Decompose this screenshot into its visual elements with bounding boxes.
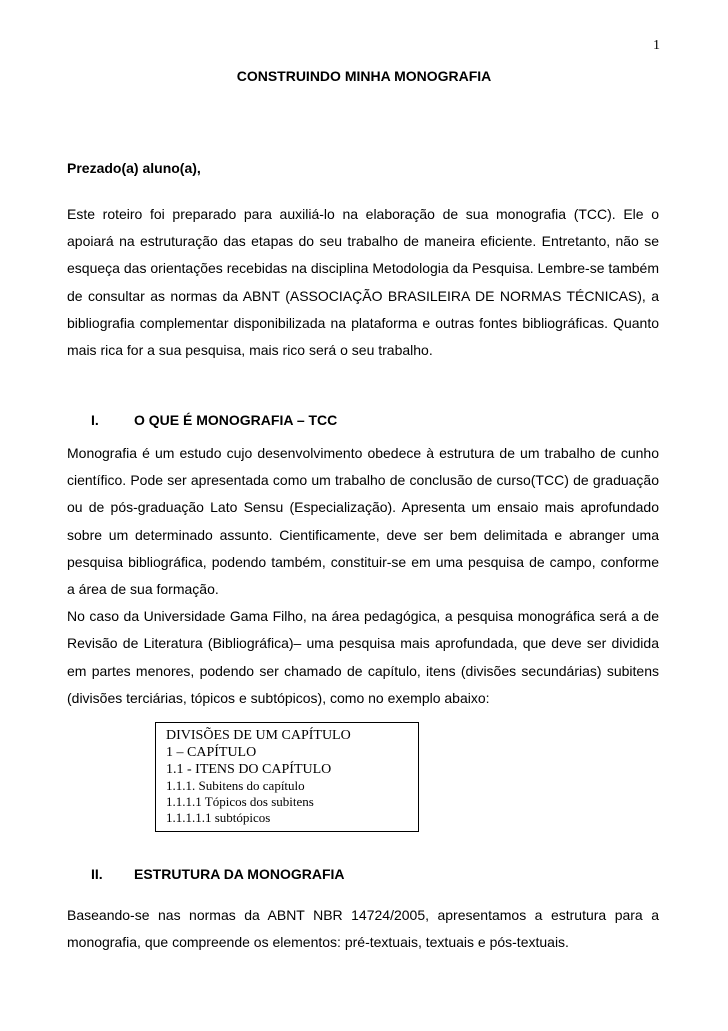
example-line-6: 1.1.1.1.1 subtópicos: [166, 810, 271, 825]
document-title: CONSTRUINDO MINHA MONOGRAFIA: [236, 68, 492, 84]
section-2-paragraph-1: Baseando-se nas normas da ABNT NBR 14724/2005, apresentamos a estrutura para a monografia, que compreende os elementos: pré-textuais, textuais e pós-textuais.: [67, 907, 659, 951]
section-1-paragraph-2: No caso da Universidade Gama Filho, na área pedagógica, a pesquisa monográfica será a de Revisão de Literatura (Bibliográfica)– uma pesquisa mais aprofundada, que deve ser dividida em partes menores, podendo ser chamado de capítulo, itens (divisões secundárias) subitens (divisões terciárias, tópicos e subtópicos), como no exemplo abaixo:: [67, 608, 659, 706]
intro-paragraph-text: Este roteiro foi preparado para auxiliá-lo na elaboração de sua monografia (TCC). Ele o apoiará na estruturação das etapas do seu trabalho de maneira eficiente. Entretanto, não se esqueça das orientações recebidas na disciplina Metodologia da Pesquisa. Lembre-se também de consultar as normas da ABNT (ASSOCIAÇÃO BRASILEIRA DE NORMAS TÉCNICAS), a bibliografia complementar disponibilizada na plataforma e outras fontes bibliográficas. Quanto mais rica for a sua pesquisa, mais rico será o seu trabalho.: [67, 206, 659, 359]
example-line-3: 1.1 - ITENS DO CAPÍTULO: [166, 762, 332, 777]
example-line-5: 1.1.1.1 Tópicos dos subitens: [166, 794, 314, 809]
page-number: 1: [653, 38, 660, 53]
section-2-body: [67, 902, 659, 956]
section-1-paragraph-1: Monografia é um estudo cujo desenvolvimento obedece à estrutura de um trabalho de cunho científico. Pode ser apresentada como um trabalho de conclusão de curso(TCC) de graduação ou de pós-graduação Lato Sensu (Especialização). Apresenta um ensaio mais aprofundado sobre um determinado assunto. Cientificamente, deve ser bem delimitada e abranger uma pesquisa bibliográfica, podendo também, constituir-se em uma pesquisa de campo, conforme a área de sua formação.: [67, 445, 659, 598]
example-line-4: 1.1.1. Subitens do capítulo: [166, 778, 305, 793]
example-line-1: DIVISÕES DE UM CAPÍTULO: [166, 728, 351, 743]
section-1-title: O QUE É MONOGRAFIA – TCC: [134, 412, 338, 428]
section-1-number: I.: [91, 412, 99, 428]
section-2-number: II.: [91, 866, 103, 882]
chapter-divisions-example-box: [155, 722, 419, 832]
example-line-2: 1 – CAPÍTULO: [166, 745, 257, 760]
greeting: Prezado(a) aluno(a),: [67, 160, 201, 176]
section-1-body: [67, 426, 659, 712]
section-2-title: ESTRUTURA DA MONOGRAFIA: [134, 866, 345, 882]
intro-paragraph: [67, 201, 659, 364]
